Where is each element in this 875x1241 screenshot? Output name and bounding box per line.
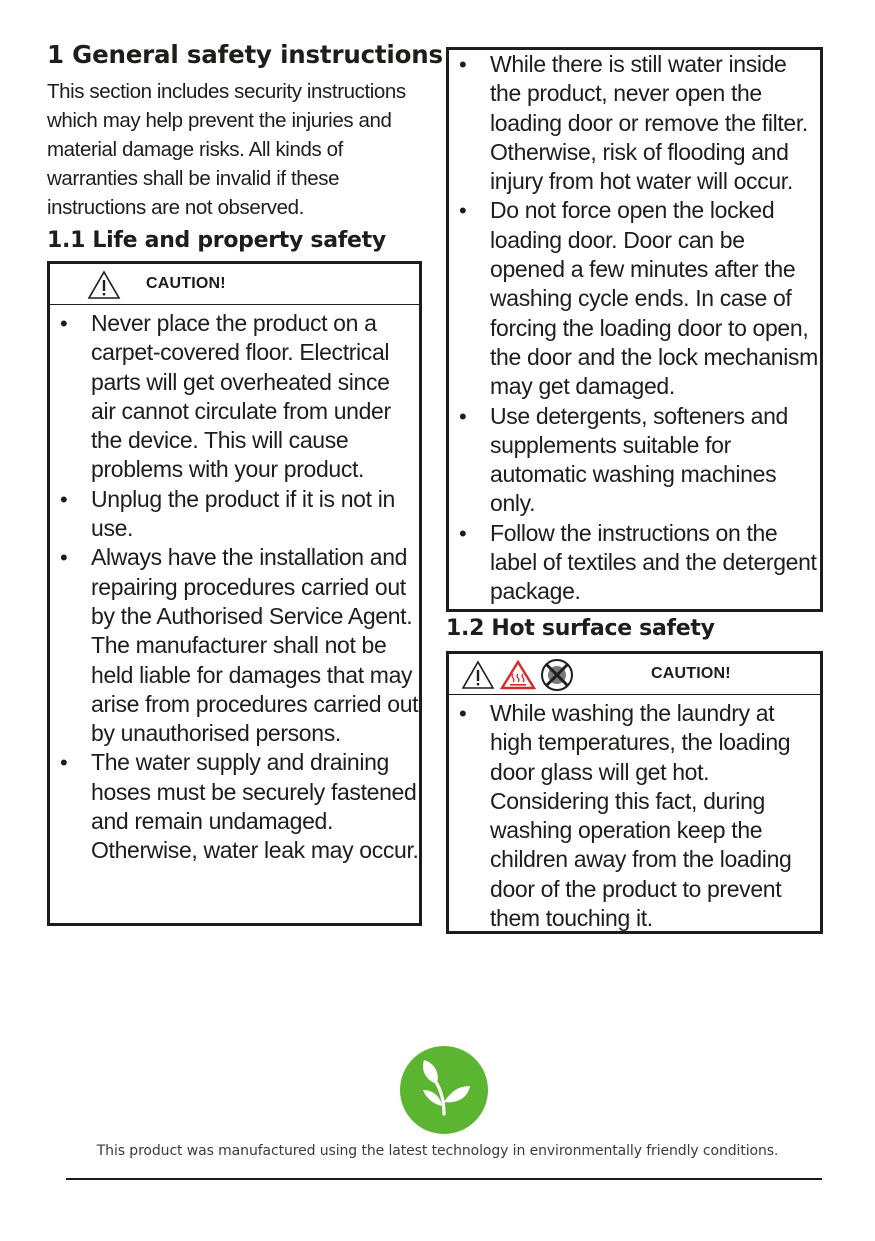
leaf-icon (400, 1046, 488, 1134)
section-title: 1 General safety instructions (47, 40, 443, 69)
safety-list (50, 305, 419, 872)
warning-triangle-icon (461, 660, 495, 690)
list-item: • The water supply and draining hoses must be securely fastened and remain undamaged. Otherwise, water leak may occur. (50, 748, 419, 865)
footer-divider (66, 1178, 822, 1180)
caution-header (50, 264, 419, 305)
warning-triangle-icon (87, 270, 121, 300)
list-item: • Follow the instructions on the label of textiles and the detergent package. (449, 519, 820, 607)
list-item: • Always have the installation and repairing procedures carried out by the Authorised Service Agent. The manufacturer shall not be held liable for damages that may arise from procedures carried out by unauthorised persons. (50, 543, 419, 748)
caution-label: CAUTION! (651, 665, 731, 682)
list-item: • While washing the laundry at high temperatures, the loading door glass will get hot. Considering this fact, during washing operation keep the children away from the loading door of the product to prevent them touching it. (449, 699, 820, 933)
left-column (47, 38, 443, 926)
subsection-title-hot-surface: 1.2 Hot surface safety (446, 616, 715, 641)
footer-text: This product was manufactured using the latest technology in environmentally friendly conditions. (96, 1143, 779, 1159)
caution-box-continued (446, 47, 823, 612)
caution-box-hot-surface (446, 651, 823, 934)
right-column (446, 47, 823, 934)
caution-label: CAUTION! (146, 275, 226, 292)
safety-list-continued (449, 50, 820, 613)
list-item: • Do not force open the locked loading door. Door can be opened a few minutes after the washing cycle ends. In case of forcing the loading door to open, the door and the lock mechanism may get damaged. (449, 196, 820, 401)
caution-box-life-property (47, 261, 422, 926)
section-intro: This section includes security instructions which may help prevent the injuries and material damage risks. All kinds of warranties shall be invalid if these instructions are not observed. (47, 80, 406, 219)
list-item: • While there is still water inside the product, never open the loading door or remove the filter. Otherwise, risk of flooding and injury from hot water will occur. (449, 50, 820, 196)
hot-surface-icon (500, 660, 536, 690)
do-not-touch-icon (540, 658, 574, 692)
subsection-title-life-property: 1.1 Life and property safety (47, 228, 386, 253)
safety-list-hot-surface (449, 695, 820, 939)
list-item: • Use detergents, softeners and supplements suitable for automatic washing machines only. (449, 402, 820, 519)
list-item: • Unplug the product if it is not in use. (50, 485, 419, 544)
list-item: • Never place the product on a carpet-covered floor. Electrical parts will get overheated since air cannot circulate from under the device. This will cause problems with your product. (50, 309, 419, 485)
caution-header (449, 654, 820, 695)
